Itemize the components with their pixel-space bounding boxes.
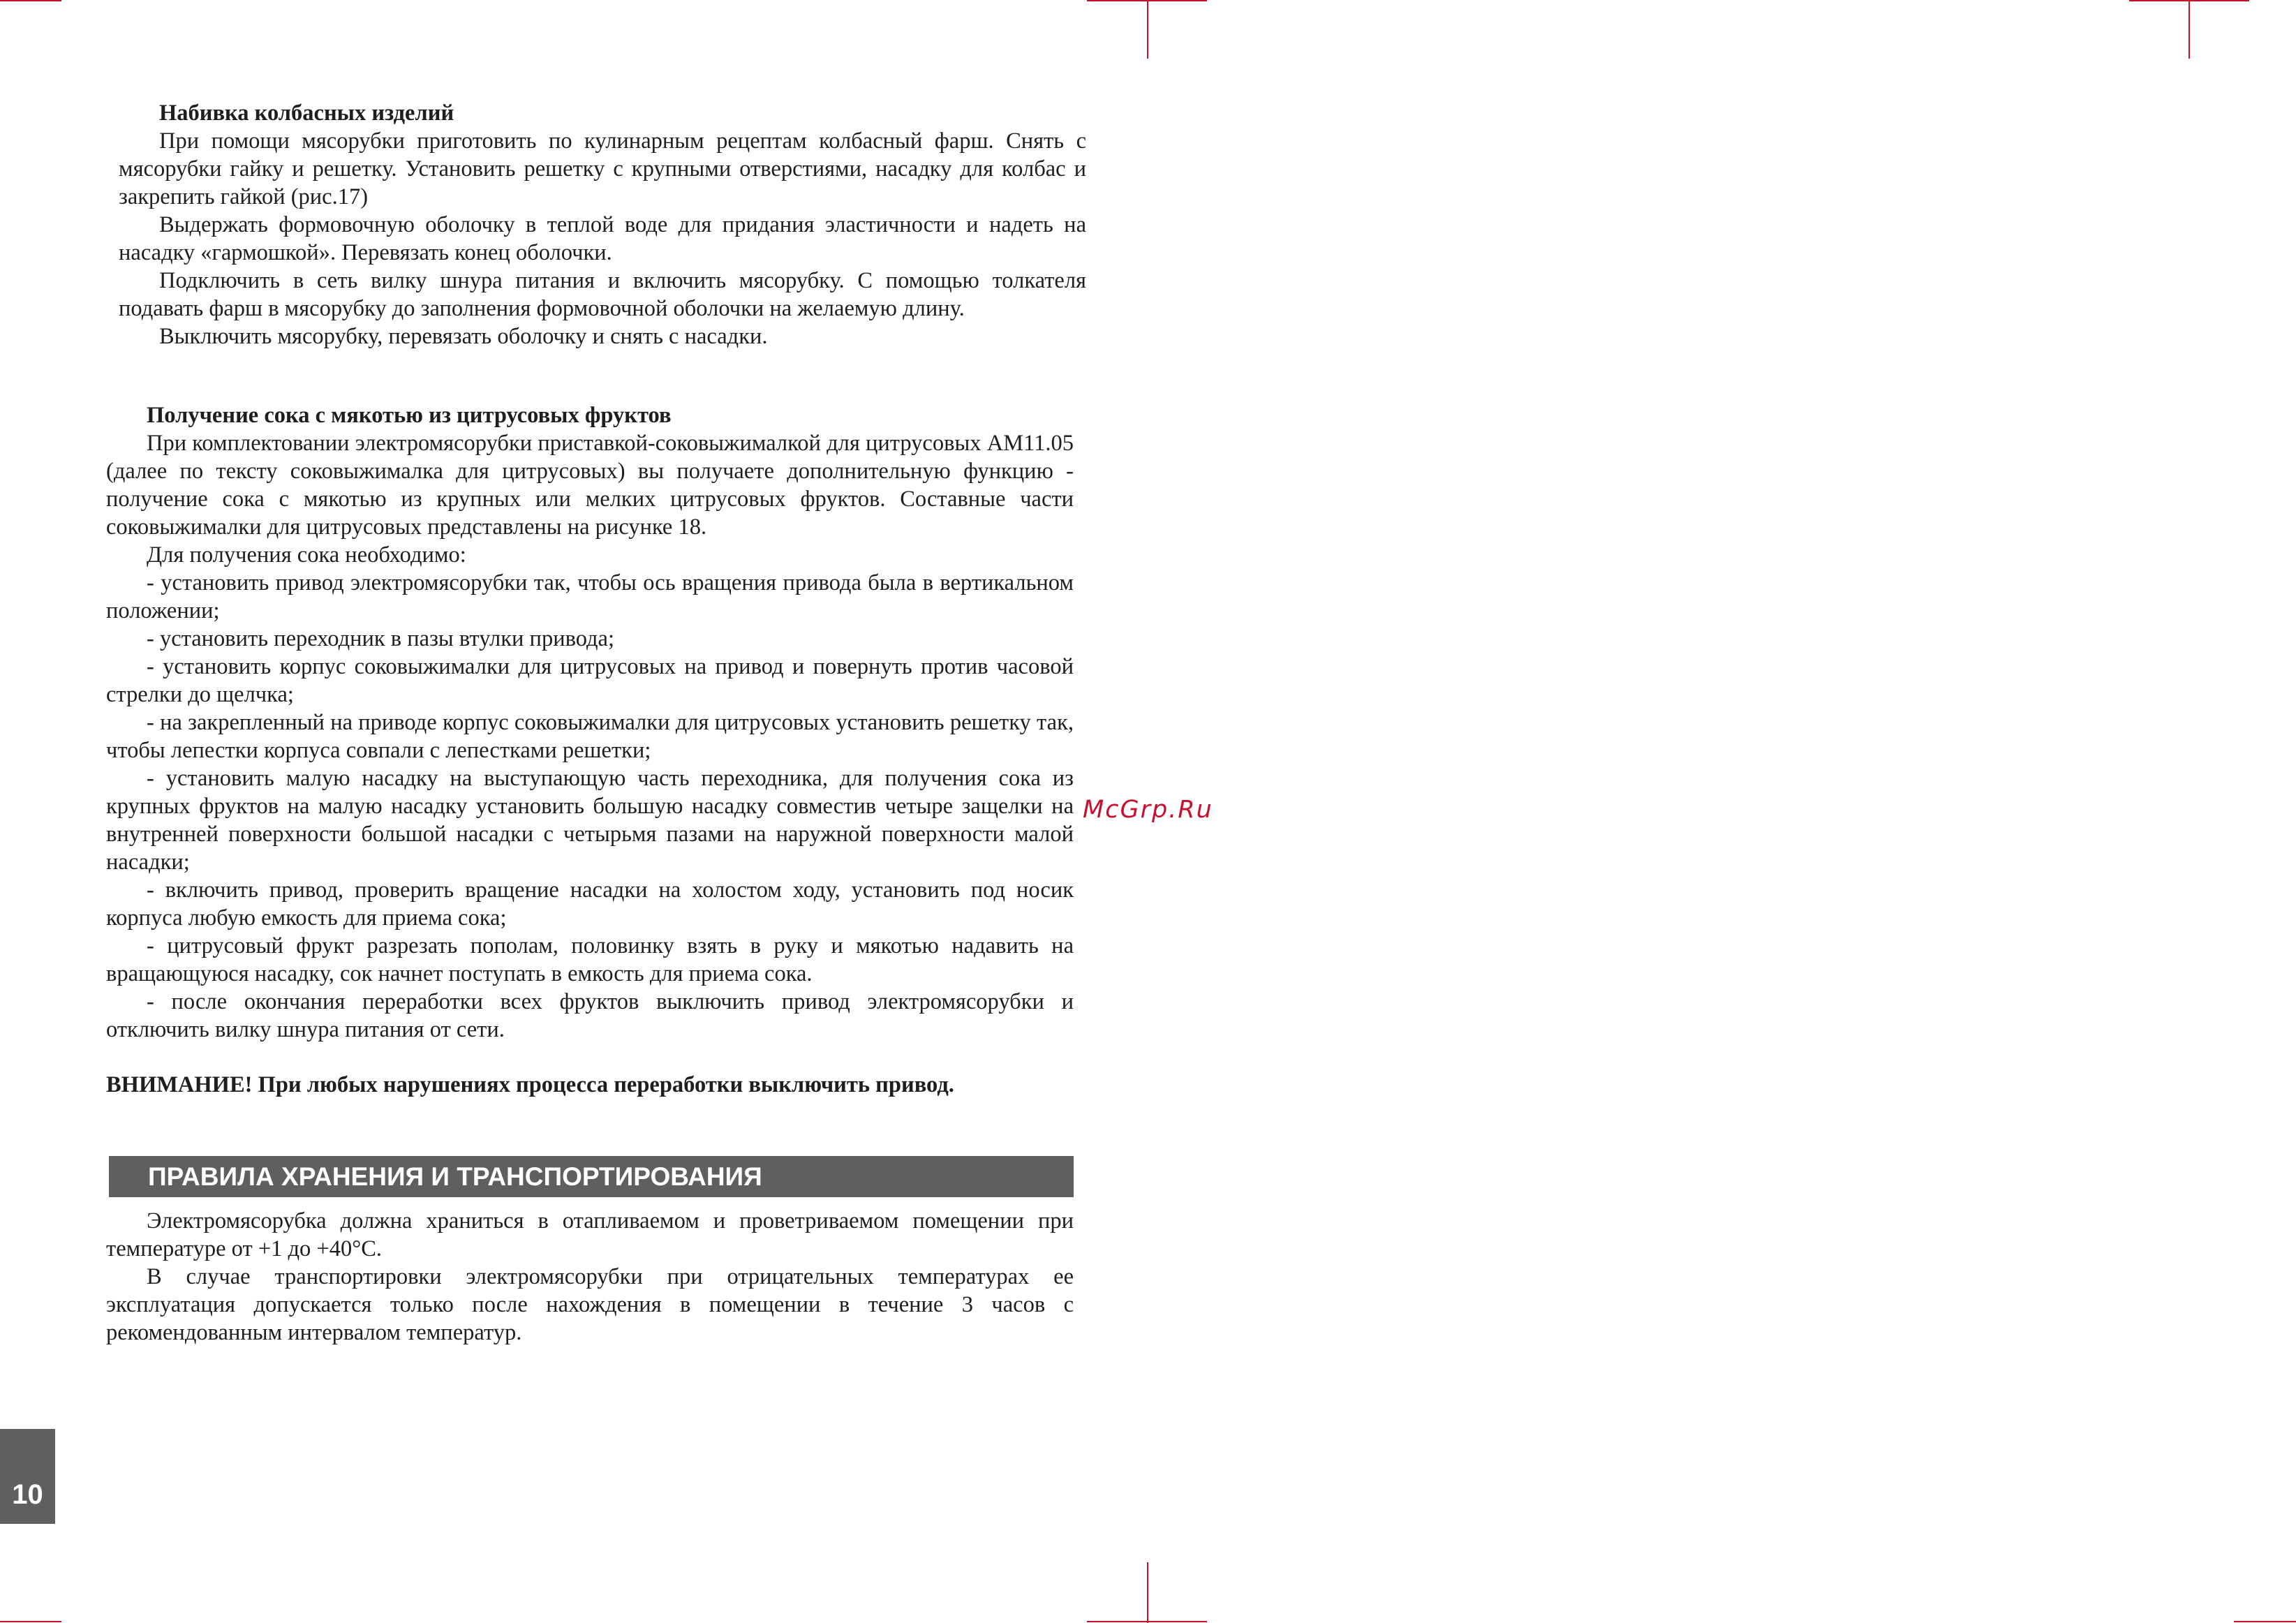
paragraph: Выдержать формовочную оболочку в теплой воде для придания эластичности и надеть на насадку «гармошкой». Перевязать конец оболочки. [119, 212, 1086, 265]
list-item: - на закрепленный на приводе корпус соковыжималки для цитрусовых установить решетку так, чтобы лепестки корпуса совпали с лепестками решетки; [106, 710, 1074, 763]
paragraph: Электромясорубка должна храниться в отапливаемом и проветриваемом помещении при температуре от +1 до +40°С. [106, 1208, 1074, 1261]
paragraph: Выключить мясорубку, перевязать оболочку и снять с насадки. [159, 324, 768, 349]
paragraph: При помощи мясорубки приготовить по кулинарным рецептам колбасный фарш. Снять с мясорубки гайку и решетку. Установить решетку с крупными отверстиями, насадку для колбас и закрепить гайкой (рис.17) [119, 128, 1086, 209]
section-heading: Набивка колбасных изделий [159, 101, 454, 126]
list-item: - установить привод электромясорубки так, чтобы ось вращения привода была в вертикальном положении; [106, 570, 1074, 623]
warning-text: ВНИМАНИЕ! При любых нарушениях процесса переработки выключить привод. [106, 1072, 954, 1097]
list-item: - включить привод, проверить вращение насадки на холостом ходу, установить под носик корпуса любую емкость для приема сока; [106, 877, 1074, 931]
section-sausage [119, 99, 1086, 350]
crop-mark [2129, 0, 2249, 1]
paragraph: При комплектовании электромясорубки приставкой-соковыжималкой для цитрусовых АМ11.05 (далее по тексту соковыжималка для цитрусовых) вы получаете дополнительную функцию - получение сока с мякотью из крупных или мелких цитрусовых фруктов. Составные части соковыжималки для цитрусовых представлены на рисунке 18. [106, 431, 1074, 540]
crop-mark [1147, 0, 1148, 59]
section-storage [106, 1207, 1074, 1347]
watermark-text: McGrp.Ru [1083, 796, 1213, 824]
list-item: - установить малую насадку на выступающую часть переходника, для получения сока из крупных фруктов на малую насадку установить большую насадку совместив четыре защелки на внутренней поверхности большой насадки с четырьмя пазами на наружной поверхности малой насадки; [106, 766, 1074, 875]
section-juice [106, 401, 1074, 1044]
paragraph: В случае транспортировки электромясорубки при отрицательных температурах ее эксплуатация допускается только после нахождения в помещении в течение 3 часов с рекомендованным интервалом температур. [106, 1264, 1074, 1345]
crop-mark [2188, 0, 2190, 59]
crop-mark [1087, 1621, 1207, 1622]
list-item: - после окончания переработки всех фруктов выключить привод электромясорубки и отключить вилку шнура питания от сети. [106, 989, 1074, 1042]
crop-mark [1147, 1562, 1148, 1623]
paragraph: Подключить в сеть вилку шнура питания и включить мясорубку. С помощью толкателя подавать фарш в мясорубку до заполнения формовочной оболочки на желаемую длину. [119, 268, 1086, 321]
crop-mark [1087, 0, 1207, 1]
crop-mark [0, 1621, 61, 1622]
page-number: 10 [0, 1429, 55, 1524]
crop-mark [2234, 1621, 2296, 1622]
crop-mark [0, 0, 61, 1]
section-banner: ПРАВИЛА ХРАНЕНИЯ И ТРАНСПОРТИРОВАНИЯ [109, 1156, 1074, 1197]
paragraph: Для получения сока необходимо: [147, 542, 466, 568]
list-item: - установить переходник в пазы втулки привода; [147, 626, 615, 651]
list-item: - цитрусовый фрукт разрезать пополам, половинку взять в руку и мякотью надавить на вращающуюся насадку, сок начнет поступать в емкость для приема сока. [106, 933, 1074, 986]
section-heading: Получение сока с мякотью из цитрусовых фруктов [147, 403, 672, 428]
list-item: - установить корпус соковыжималки для цитрусовых на привод и повернуть против часовой стрелки до щелчка; [106, 654, 1074, 707]
